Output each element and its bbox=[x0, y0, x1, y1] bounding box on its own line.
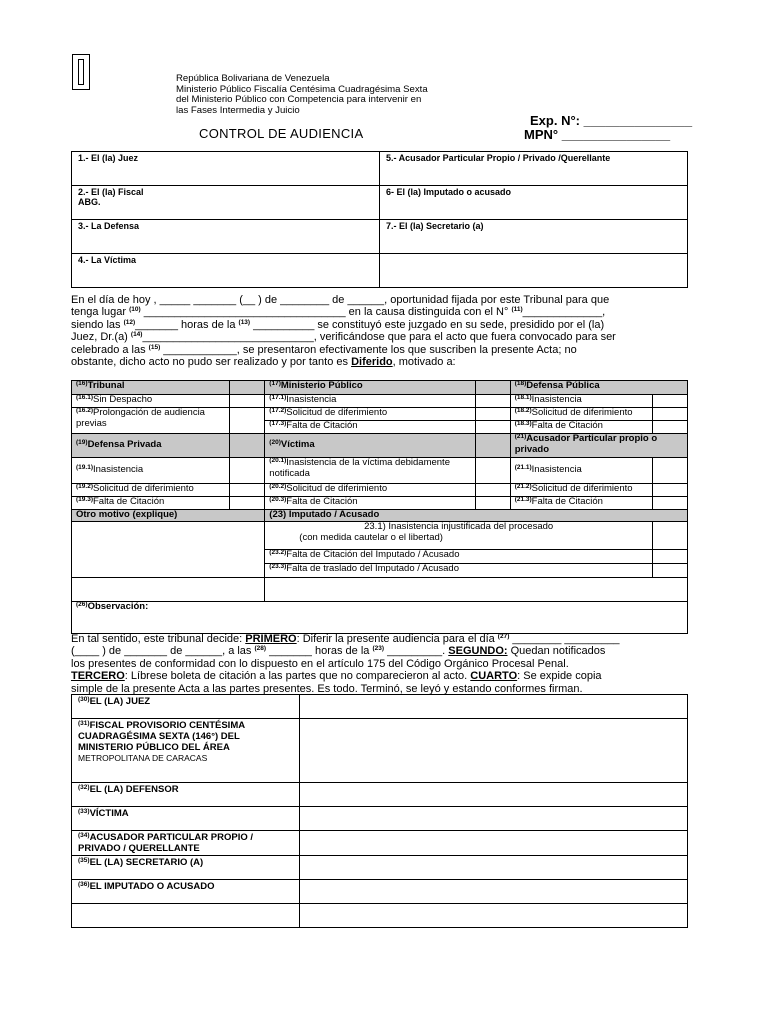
exp-number: Exp. N°: _______________ bbox=[530, 113, 693, 128]
party-cell[interactable] bbox=[72, 186, 380, 220]
signature-field[interactable] bbox=[300, 856, 688, 880]
checkbox[interactable] bbox=[653, 550, 688, 564]
checkbox[interactable] bbox=[653, 408, 688, 421]
checkbox[interactable] bbox=[230, 497, 265, 510]
party-label: 3.- La Defensa bbox=[78, 221, 140, 231]
signature-label: $^{(36)}$EL IMPUTADO O ACUSADO bbox=[72, 880, 300, 904]
checkbox[interactable] bbox=[653, 522, 688, 550]
header-institution bbox=[176, 74, 496, 116]
intro-paragraph: En el día de hoy , _____ _______ (__ ) de ________ de ______, oportunidad fijada por este Tribunal para que tenga lugar $^{(10)}$ _________________________________ en la causa distinguida con el N° $^{(11)}$_____________, siendo las $^{(12)}$_______ horas de la $^{(13)}$ __________ se constituyó este juzgado en su sede, presidido por el (la) Juez, Dr.(a) $^{(14)}$____________________________, verificándose que para el acto que fuera convocado para ser celebrado a las $^{(15)}$ ____________, se presentaron efectivamente los que suscriben la presente Acta; no obstante, dicho acto no pudo ser realizado y por tanto es Diferido, motivado a: bbox=[71, 294, 688, 368]
signature-field[interactable] bbox=[300, 880, 688, 904]
header-line: República Bolivariana de Venezuela bbox=[176, 73, 330, 84]
logo-icon bbox=[72, 54, 90, 90]
col-header-victima: $^{(20)}$Víctima bbox=[265, 434, 475, 458]
signature-label: $^{(35)}$EL (LA) SECRETARIO (A) bbox=[72, 856, 300, 880]
checkbox[interactable] bbox=[653, 497, 688, 510]
otro-motivo-extra[interactable] bbox=[72, 578, 265, 602]
checkbox[interactable] bbox=[653, 421, 688, 434]
col-header-tribunal: $^{(16)}$Tribunal bbox=[72, 381, 230, 395]
signature-field[interactable] bbox=[300, 783, 688, 807]
checkbox[interactable] bbox=[653, 458, 688, 484]
checkbox[interactable] bbox=[475, 395, 510, 408]
signature-label: $^{(32)}$EL (LA) DEFENSOR bbox=[72, 783, 300, 807]
party-label: 5.- Acusador Particular Propio / Privado /Querellante bbox=[386, 153, 611, 163]
party-label: 6- El (la) Imputado o acusado bbox=[386, 187, 512, 197]
checkbox[interactable] bbox=[230, 458, 265, 484]
party-cell[interactable] bbox=[72, 152, 380, 186]
checkbox[interactable] bbox=[653, 484, 688, 497]
col-header-defensa-publica: $^{(18)}$Defensa Pública bbox=[510, 381, 687, 395]
signature-label: $^{(33)}$VÍCTIMA bbox=[72, 807, 300, 831]
col-header-defensa-privada: $^{(19)}$Defensa Privada bbox=[72, 434, 230, 458]
signature-field[interactable] bbox=[300, 719, 688, 783]
otro-motivo-header: Otro motivo (explique) bbox=[72, 510, 265, 522]
col-header-acusador: $^{(21)}$Acusador Particular propio o privado bbox=[510, 434, 687, 458]
party-cell[interactable] bbox=[72, 220, 380, 254]
checkbox[interactable] bbox=[653, 395, 688, 408]
fiscal-abg: ABG. bbox=[78, 197, 101, 207]
header-line: las Fases Intermedia y Juicio bbox=[176, 104, 300, 116]
party-cell[interactable] bbox=[380, 220, 688, 254]
col-header-ministerio: $^{(17)}$Ministerio Público bbox=[265, 381, 475, 395]
signature-label: $^{(31)}$FISCAL PROVISORIO CENTÉSIMA CUADRAGÉSIMA SEXTA (146°) DEL MINISTERIO PÚBLICO DEL ÁREA METROPOLITANA DE CARACAS bbox=[72, 719, 300, 783]
party-label: 2.- El (la) Fiscal bbox=[78, 187, 144, 197]
header-line: del Ministerio Público con Competencia para intervenir en bbox=[176, 94, 422, 105]
signature-field[interactable] bbox=[300, 695, 688, 719]
signature-extra-label bbox=[72, 904, 300, 928]
otro-motivo-field[interactable] bbox=[72, 522, 265, 578]
observacion-field[interactable]: $^{(26)}$Observación: bbox=[72, 602, 688, 634]
signature-label: $^{(30)}$EL (LA) JUEZ bbox=[72, 695, 300, 719]
imputado-header: (23) Imputado / Acusado bbox=[265, 510, 688, 522]
checkbox[interactable] bbox=[230, 408, 265, 434]
parties-table bbox=[71, 151, 688, 288]
checkbox[interactable] bbox=[475, 408, 510, 421]
checkbox[interactable] bbox=[475, 421, 510, 434]
signature-field[interactable] bbox=[300, 904, 688, 928]
party-cell[interactable] bbox=[72, 254, 380, 288]
checkbox[interactable] bbox=[653, 564, 688, 578]
decision-paragraph: En tal sentido, este tribunal decide: PRIMERO: Diferir la presente audiencia para el día $^{(27)}$ ________ _________ (____ ) de _______ de ______, a las $^{(28)}$ _______ horas de la $^{(23)}$ _________. SEGUNDO: Quedan notificados los presentes de conformidad con lo dispuesto en el artículo 175 del Código Orgánico Procesal Penal. TERCERO: Líbrese boleta de citación a las partes que no comparecieron al acto. CUARTO: Se expide copia simple de la presente Acta a las partes presentes. Es todo. Terminó, se leyó y estando conformes firman. bbox=[71, 633, 620, 695]
mpn-number: MPN° _______________ bbox=[524, 127, 671, 142]
party-cell[interactable] bbox=[380, 152, 688, 186]
signatures-table bbox=[71, 694, 688, 928]
checkbox[interactable] bbox=[475, 497, 510, 510]
party-label: 1.- El (la) Juez bbox=[78, 153, 139, 163]
signature-label: $^{(34)}$ACUSADOR PARTICULAR PROPIO / PRIVADO / QUERELLANTE bbox=[72, 831, 300, 856]
page-title: CONTROL DE AUDIENCIA bbox=[199, 126, 364, 141]
party-label: 7.- El (la) Secretario (a) bbox=[386, 221, 484, 231]
party-label: 4.- La Víctima bbox=[78, 255, 137, 265]
checkbox[interactable] bbox=[230, 395, 265, 408]
motivos-table: $^{(16)}$Tribunal $^{(17)}$Ministerio Público $^{(18)}$Defensa Pública $^{(16.1)}$Sin Despacho $^{(17.1)}$Inasistencia $^{(18.1)}$Inasistencia $^{(16.2)}$Prolongación de audiencia previas $^{(17.2)}$Solicitud de diferimiento $^{(18.2)}$Solicitud de diferimiento $^{(17.3)}$Falta de Citación $^{(18.3)}$Falta de Citación $^{(19)}$Defensa Privada $^{(20)}$Víctima $^{(21)}$Acusador Particular propio o privado $^{(19.1)}$Inasistencia $^{(20.1)}$Inasistencia de la víctima debidamente notificada $^{(21.1)}$Inasistencia $^{(19.2)}$Solicitud de diferimiento $^{(20.2)}$Solicitud de diferimiento $^{(21.2)}$Solicitud de diferimiento $^{(19.3)}$Falta de Citación $^{(20.3)}$Falta de Citación $^{(21.3)}$Falta de Citación Otro motivo (explique) (23) Imputado / Acusado 23.1) Inasistencia injustificada del procesado (con medida cautelar o el libertad) $^{(23.2)}$Falta de Citación del Imputado / Acusado $^{(23.3)}$Falta de traslado del Imputado / Acusado $^{(26)}$Observación: bbox=[71, 380, 688, 634]
para-line: En el día de hoy , _____ _______ (__ ) de ________ de ______, oportunidad fijada por este Tribunal para que bbox=[71, 294, 610, 306]
party-cell[interactable] bbox=[380, 186, 688, 220]
checkbox[interactable] bbox=[475, 484, 510, 497]
signature-field[interactable] bbox=[300, 831, 688, 856]
imputado-extra[interactable] bbox=[265, 578, 688, 602]
diferido-label: Diferido bbox=[351, 356, 393, 369]
signature-field[interactable] bbox=[300, 807, 688, 831]
checkbox[interactable] bbox=[475, 458, 510, 484]
header-line: Ministerio Público Fiscalía Centésima Cuadragésima Sexta bbox=[176, 83, 428, 95]
party-cell[interactable] bbox=[380, 254, 688, 288]
checkbox[interactable] bbox=[230, 484, 265, 497]
